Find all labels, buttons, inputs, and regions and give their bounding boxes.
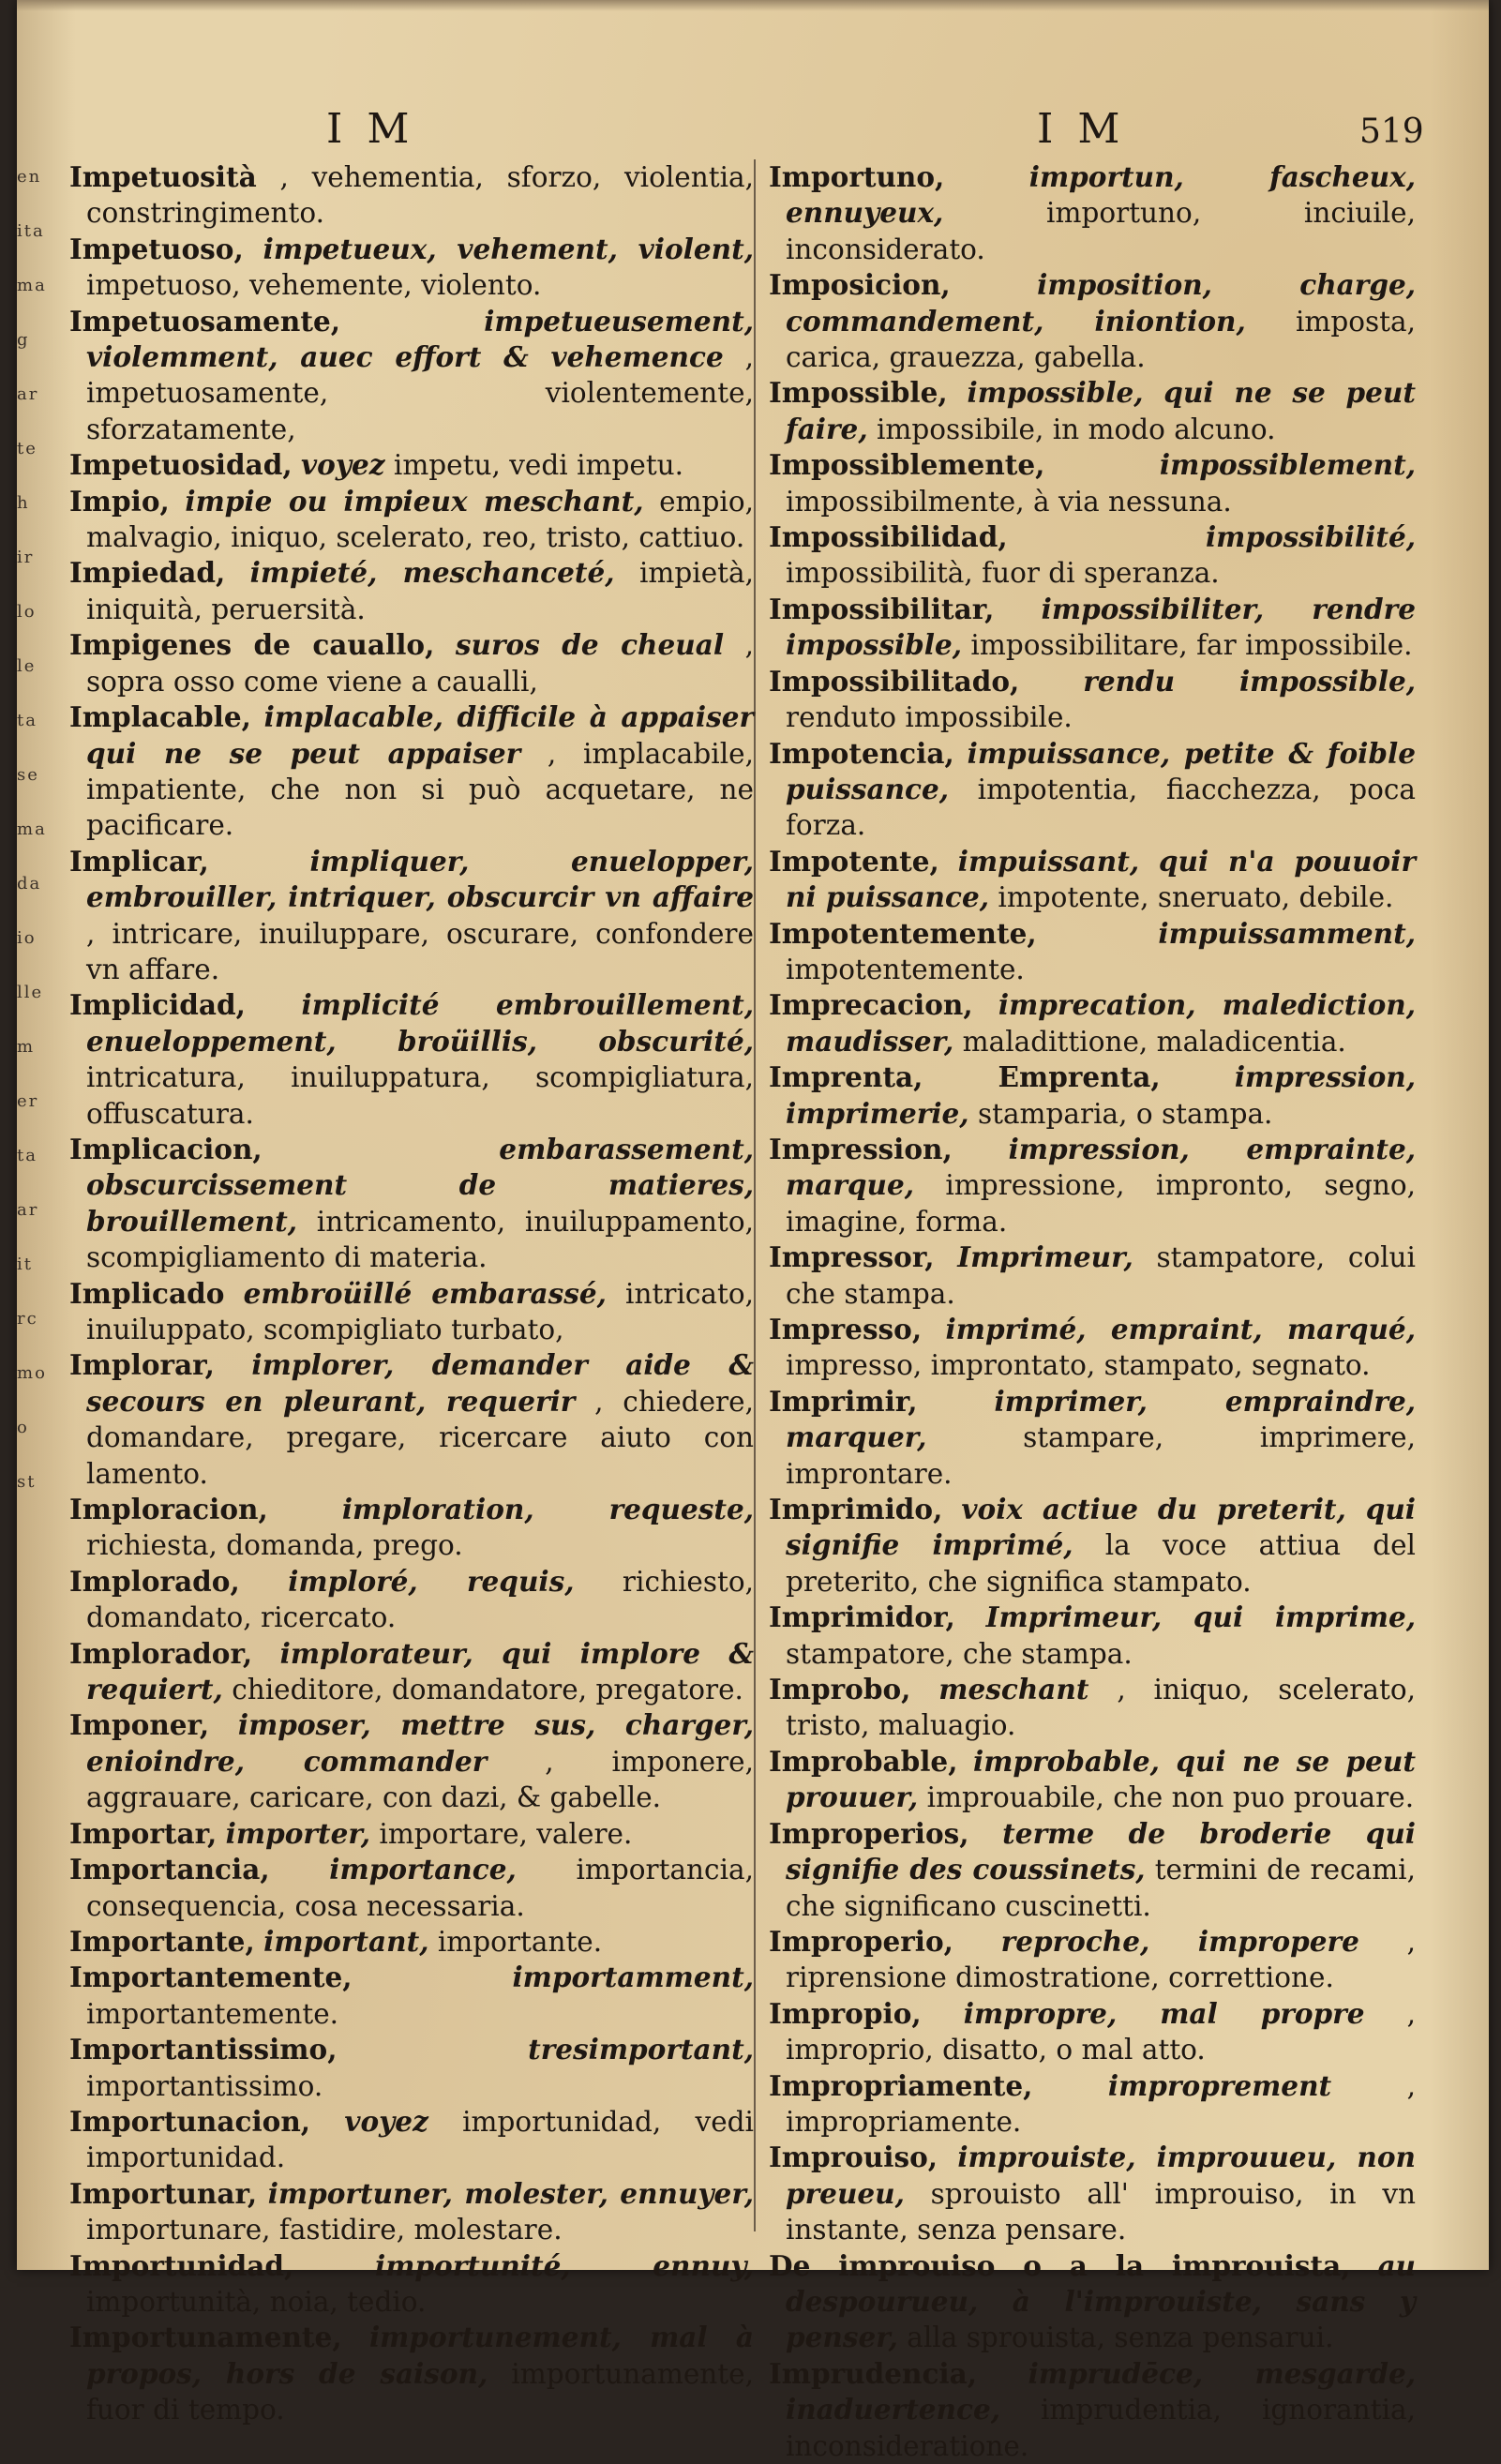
italian-gloss: importunità, noia, tedio. <box>86 2285 427 2318</box>
french-gloss: impuissamment, <box>1158 916 1416 950</box>
headword: Impossible, <box>769 376 948 410</box>
left-margin-fragments <box>17 150 49 2213</box>
headword: Improperio, <box>769 1924 953 1958</box>
margin-fragment: o <box>17 1418 29 1437</box>
headword: Improuiso, <box>769 2141 938 2174</box>
dictionary-entry <box>69 987 754 1132</box>
italian-gloss: , implacabile, impatiente, che non si può acquetare, ne pacificare. <box>86 737 754 842</box>
headword: Impiedad, <box>69 556 226 590</box>
dictionary-entry <box>69 844 754 988</box>
french-gloss: importuner, molester, ennuyer, <box>267 2176 754 2210</box>
french-gloss: impossible, qui ne se peut faire, <box>786 376 1416 445</box>
dictionary-entry <box>769 1384 1416 1492</box>
french-gloss: imposition, charge, commandement, iniontion, <box>786 268 1416 338</box>
french-gloss: impossiblement, <box>1159 448 1416 482</box>
headword: Impropriamente, <box>769 2068 1033 2102</box>
dictionary-entry <box>69 1924 754 1960</box>
italian-gloss: impossibilitare, far impossibile. <box>970 629 1413 662</box>
italian-gloss: , chiedere, domandare, pregare, ricercare aiuto con lamento. <box>86 1385 754 1490</box>
dictionary-entry <box>769 916 1416 988</box>
italian-gloss: , impropriamente. <box>786 2069 1416 2138</box>
french-gloss: improprement <box>1107 2068 1332 2102</box>
italian-gloss: intricamento, inuiluppamento, scompigliamento di materia. <box>86 1205 754 1274</box>
dictionary-entry <box>69 1132 754 1276</box>
margin-fragment: ta <box>17 711 38 730</box>
dictionary-entry <box>769 664 1416 736</box>
dictionary-entry <box>69 2032 754 2104</box>
dictionary-entry <box>69 1852 754 1924</box>
french-gloss: imprimer, empraindre, marquer, <box>786 1384 1416 1454</box>
dictionary-entry <box>69 1707 754 1815</box>
italian-gloss: maladittione, maladicentia. <box>962 1025 1346 1058</box>
italian-gloss: imprudentia, ignorantia, inconsideratione. <box>786 2394 1416 2462</box>
french-gloss: rendu impossible, <box>1083 664 1416 698</box>
dictionary-page <box>17 0 1489 2462</box>
margin-fragment: lo <box>17 602 37 622</box>
dictionary-entry <box>769 2248 1416 2356</box>
dictionary-entry <box>769 159 1416 267</box>
headword: Imprecacion, <box>769 988 973 1022</box>
headword: De improuiso o a la improuista, <box>769 2248 1351 2282</box>
french-gloss: reproche, impropere <box>1000 1924 1359 1958</box>
italian-gloss: , riprensione dimostratione, correttione. <box>786 1925 1416 1994</box>
headword: Impossibilidad, <box>769 520 1008 554</box>
italian-gloss: stampare, imprimere, improntare. <box>786 1421 1416 1490</box>
french-gloss: implicité embrouillement, enueloppement, broüillis, obscurité, <box>86 988 754 1058</box>
french-gloss: implacable, difficile à appaiser qui ne se peut appaiser <box>86 700 754 770</box>
headword: Importantemente, <box>69 1961 353 1994</box>
italian-gloss: stampatore, che stampa. <box>786 1637 1133 1670</box>
margin-fragment: st <box>17 1472 37 1492</box>
italian-gloss: impotentemente. <box>786 953 1025 985</box>
dictionary-entry <box>769 1672 1416 1744</box>
french-gloss: impuissance, petite & foible puissance, <box>786 736 1416 805</box>
italian-gloss: , sopra osso come viene a caualli, <box>86 629 754 698</box>
headword: Impossibilitado, <box>769 664 1020 698</box>
headword: Improbo, <box>769 1673 911 1706</box>
dictionary-entry <box>69 2320 754 2427</box>
margin-fragment: ma <box>17 819 47 839</box>
headword: Implorador, <box>69 1636 253 1670</box>
dictionary-entry <box>769 1816 1416 1924</box>
headword: Importunidad, <box>69 2248 294 2282</box>
french-gloss: imprimé, empraint, marqué, <box>945 1313 1416 1345</box>
dictionary-entry <box>69 2176 754 2248</box>
french-gloss: impetueusement, violemment, auec effort & vehemence <box>86 304 754 374</box>
margin-fragment: ar <box>17 1200 39 1220</box>
headword: Implicado <box>69 1276 225 1310</box>
headword: Impressor, <box>769 1240 935 1274</box>
dictionary-entry <box>69 1960 754 2032</box>
headword: Imprenta, Emprenta, <box>769 1060 1161 1094</box>
dictionary-entry <box>769 1059 1416 1132</box>
italian-gloss: improuabile, che non puo prouare. <box>926 1781 1415 1814</box>
margin-fragment: ar <box>17 384 39 404</box>
italian-gloss: importuno, inciuile, inconsiderato. <box>786 197 1416 265</box>
headword: Impotencia, <box>769 736 954 770</box>
french-gloss: impropre, mal propre <box>963 1996 1365 2030</box>
dictionary-entry <box>69 159 754 232</box>
italian-gloss: alla sprouista, senza pensarui. <box>907 2321 1334 2354</box>
french-gloss: voyez <box>344 2104 428 2138</box>
italian-gloss: impotentia, fiacchezza, poca forza. <box>786 773 1416 842</box>
headword: Impio, <box>69 484 170 518</box>
dictionary-entry <box>769 1744 1416 1816</box>
dictionary-entry <box>769 1240 1416 1312</box>
dictionary-entry <box>69 1276 754 1348</box>
margin-fragment: en <box>17 167 42 187</box>
french-gloss: importer, <box>225 1816 370 1850</box>
italian-gloss: renduto impossibile. <box>786 701 1073 734</box>
page-number: 519 <box>1359 113 1424 151</box>
italian-gloss: importancia, consequencia, cosa necessaria. <box>86 1854 754 1922</box>
italian-gloss: , intricare, inuiluppare, oscurare, confondere vn affare. <box>86 917 754 985</box>
dictionary-entry <box>69 304 754 448</box>
french-gloss: impression, emprainte, marque, <box>786 1132 1416 1202</box>
italian-gloss: stampatore, colui che stampa. <box>786 1241 1416 1310</box>
french-gloss: voix actiue du preterit, qui signifie imprimé, <box>786 1493 1416 1562</box>
headword: Importante, <box>69 1924 255 1958</box>
french-gloss: importunement, mal à propos, hors de saison, <box>86 2321 754 2390</box>
dictionary-entry <box>769 592 1416 664</box>
italian-gloss: chieditore, domandatore, pregatore. <box>232 1674 743 1706</box>
italian-gloss: sprouisto all' improuiso, in vn instante, senza pensare. <box>786 2177 1416 2246</box>
right-column <box>769 159 1416 2462</box>
dictionary-entry <box>769 1924 1416 1996</box>
headword: Imprimidor, <box>769 1600 955 1634</box>
dictionary-entry <box>69 484 754 556</box>
italian-gloss: impossibilmente, à via nessuna. <box>786 485 1232 518</box>
headword: Implacable, <box>69 700 251 734</box>
margin-fragment: g <box>17 330 30 350</box>
headword: Importunamente, <box>69 2321 342 2354</box>
headword: Imprimir, <box>769 1384 918 1418</box>
headword: Implorar, <box>69 1348 215 1382</box>
margin-fragment: h <box>17 493 30 513</box>
column-rule <box>754 159 756 2231</box>
headword: Improbable, <box>769 1744 958 1778</box>
dictionary-entry <box>769 844 1416 916</box>
french-gloss: voyez <box>301 448 385 482</box>
italian-gloss: , vehementia, sforzo, violentia, constringimento. <box>86 161 754 230</box>
dictionary-entry <box>769 447 1416 519</box>
headword: Impotente, <box>769 844 939 878</box>
italian-gloss: intricato, inuiluppato, scompigliato turbato, <box>86 1277 754 1345</box>
margin-fragment: ma <box>17 276 47 295</box>
italian-gloss: , improprio, disatto, o mal atto. <box>786 1997 1416 2066</box>
french-gloss: improuiste, improuueu, non preueu, <box>786 2141 1416 2210</box>
headword: Importantissimo, <box>69 2033 338 2066</box>
italian-gloss: richiesto, domandato, ricercato. <box>86 1565 754 1634</box>
dictionary-entry <box>769 375 1416 447</box>
margin-fragment: ta <box>17 1146 38 1165</box>
french-gloss: Imprimeur, <box>957 1240 1133 1274</box>
margin-fragment: mo <box>17 1363 47 1383</box>
italian-gloss: importante. <box>437 1925 603 1958</box>
dictionary-entry <box>769 1132 1416 1240</box>
french-gloss: suros de cheual <box>455 628 725 662</box>
dictionary-entry <box>769 1600 1416 1672</box>
margin-fragment: it <box>17 1255 33 1274</box>
italian-gloss: impetu, vedi impetu. <box>393 449 684 482</box>
margin-fragment: rc <box>17 1309 38 1329</box>
french-gloss: imploré, requis, <box>288 1564 575 1598</box>
dictionary-entry <box>769 987 1416 1059</box>
french-gloss: impression, imprimerie, <box>786 1060 1416 1130</box>
headword: Importuno, <box>769 160 945 193</box>
french-gloss: important, <box>263 1924 429 1958</box>
headword: Imploracion, <box>69 1493 268 1526</box>
headword: Implicidad, <box>69 988 246 1022</box>
margin-fragment: io <box>17 928 37 948</box>
headword: Impetuosidad, <box>69 448 293 482</box>
headword: Imposicion, <box>769 268 951 302</box>
left-column <box>69 159 754 2426</box>
headword: Importar, <box>69 1816 218 1850</box>
french-gloss: imprecation, malediction, maudisser, <box>786 988 1416 1058</box>
italian-gloss: impietà, iniquità, peruersità. <box>86 557 754 625</box>
french-gloss: imprudēce, mesgarde, inaduertence, <box>786 2356 1416 2426</box>
italian-gloss: impossibile, in modo alcuno. <box>876 413 1276 445</box>
dictionary-entry <box>769 1312 1416 1384</box>
italian-gloss: importunidad, vedi importunidad. <box>86 2105 754 2174</box>
french-gloss: implorateur, qui implore & requiert, <box>86 1636 754 1706</box>
dictionary-entry <box>69 447 754 483</box>
headword: Implicacion, <box>69 1132 263 1165</box>
dictionary-entry <box>69 627 754 699</box>
italian-gloss: , imponere, aggrauare, caricare, con dazi, & gabelle. <box>86 1745 754 1814</box>
french-gloss: improbable, qui ne se peut prouuer, <box>786 1744 1416 1814</box>
headword: Impossiblemente, <box>769 448 1045 482</box>
french-gloss: meschant <box>938 1673 1089 1706</box>
headword: Impropio, <box>769 1996 922 2030</box>
dictionary-entry <box>69 1816 754 1852</box>
dictionary-entry <box>69 555 754 627</box>
french-gloss: importance, <box>329 1853 517 1886</box>
italian-gloss: la voce attiua del preterito, che significa stampato. <box>786 1529 1416 1598</box>
dictionary-entry <box>769 519 1416 592</box>
italian-gloss: importare, valere. <box>379 1817 633 1850</box>
dictionary-entry <box>769 1492 1416 1600</box>
headword: Impetuoso, <box>69 232 244 265</box>
headword: Imprimido, <box>769 1493 943 1526</box>
italian-gloss: intricatura, inuiluppatura, scompigliatura, offuscatura. <box>86 1061 754 1130</box>
french-gloss: imposer, mettre sus, charger, enioindre, commander <box>86 1708 754 1778</box>
headword: Impresso, <box>769 1313 923 1345</box>
italian-gloss: , impetuosamente, violentemente, sforzatamente, <box>86 341 754 445</box>
italian-gloss: imposta, carica, grauezza, gabella. <box>786 305 1416 374</box>
french-gloss: impossibilité, <box>1205 520 1416 554</box>
italian-gloss: , iniquo, scelerato, tristo, maluagio. <box>786 1674 1416 1742</box>
french-gloss: impliquer, enuelopper, embrouiller, intriquer, obscurcir vn affaire <box>86 844 754 914</box>
margin-fragment: se <box>17 765 39 785</box>
headword: Importunar, <box>69 2176 258 2210</box>
margin-fragment: er <box>17 1091 39 1111</box>
italian-gloss: importunamente, fuor di tempo. <box>86 2357 754 2426</box>
headword: Importancia, <box>69 1853 270 1886</box>
margin-fragment: m <box>17 1037 36 1057</box>
dictionary-entry <box>69 232 754 304</box>
headword: Implorado, <box>69 1564 240 1598</box>
french-gloss: importamment, <box>512 1961 754 1994</box>
dictionary-entry <box>69 2104 754 2176</box>
headword: Impression, <box>769 1132 953 1165</box>
dictionary-entry <box>69 1492 754 1564</box>
dictionary-entry <box>69 2248 754 2321</box>
dictionary-entry <box>69 1636 754 1708</box>
page-top-edge <box>17 0 1489 11</box>
italian-gloss: importantemente. <box>86 1997 339 2030</box>
dictionary-entry <box>769 2356 1416 2464</box>
french-gloss: implorer, demander aide & secours en pleurant, requerir <box>86 1348 754 1418</box>
italian-gloss: impossibilità, fuor di speranza. <box>786 557 1220 590</box>
headword: Impossibilitar, <box>769 592 995 625</box>
headword: Importunacion, <box>69 2104 311 2138</box>
italian-gloss: termini de recami, che significano cuscinetti. <box>786 1854 1416 1922</box>
french-gloss: importun, fascheux, ennuyeux, <box>786 160 1416 230</box>
dictionary-entry <box>769 736 1416 844</box>
italian-gloss: stamparia, o stampa. <box>977 1097 1273 1130</box>
headword: Impigenes de cauallo, <box>69 628 435 662</box>
french-gloss: impuissant, qui n'a pouuoir ni puissance, <box>786 844 1416 914</box>
margin-fragment: ita <box>17 221 45 241</box>
italian-gloss: importunare, fastidire, molestare. <box>86 2214 563 2246</box>
italian-gloss: impressione, improntо, segno, imagine, forma. <box>786 1169 1416 1238</box>
headword: Implicar, <box>69 844 209 878</box>
margin-fragment: ir <box>17 548 35 567</box>
french-gloss: impetueux, vehement, violent, <box>263 232 754 265</box>
italian-gloss: impotente, sneruato, debile. <box>998 881 1394 914</box>
dictionary-entry <box>769 2068 1416 2141</box>
french-gloss: importunité, ennuy, <box>374 2248 754 2282</box>
margin-fragment: lle <box>17 983 44 1002</box>
running-head-right: I M <box>1037 105 1126 153</box>
french-gloss: Imprimeur, qui imprime, <box>985 1600 1416 1634</box>
headword: Impetuosamente, <box>69 304 340 338</box>
margin-fragment: da <box>17 874 42 894</box>
dictionary-entry <box>769 267 1416 375</box>
french-gloss: tresimportant, <box>528 2033 754 2066</box>
headword: Imprudencia, <box>769 2356 978 2390</box>
headword: Impetuosità <box>69 160 257 193</box>
italian-gloss: impetuoso, vehemente, violento. <box>86 269 542 302</box>
french-gloss: impieté, meschanceté, <box>249 556 615 590</box>
italian-gloss: richiesta, domanda, prego. <box>86 1529 463 1562</box>
french-gloss: terme de broderie qui signifie des coussinets, <box>786 1816 1416 1886</box>
french-gloss: impossibiliter, rendre impossible, <box>786 592 1416 662</box>
french-gloss: au despourueu, à l'improuiste, sans y penser, <box>786 2248 1416 2354</box>
margin-fragment: te <box>17 439 38 458</box>
italian-gloss: impresso, improntato, stampato, segnato. <box>786 1349 1371 1382</box>
dictionary-entry <box>69 699 754 844</box>
dictionary-entry <box>769 1996 1416 2068</box>
dictionary-entry <box>769 2140 1416 2247</box>
french-gloss: embarassement, obscurcissement de matieres, brouillement, <box>86 1132 754 1238</box>
margin-fragment: le <box>17 656 37 676</box>
running-head-left: I M <box>326 105 415 153</box>
dictionary-entry <box>69 1347 754 1492</box>
headword: Impotentemente, <box>769 916 1037 950</box>
headword: Improperios, <box>769 1816 969 1850</box>
french-gloss: impie ou impieux meschant, <box>185 484 644 518</box>
french-gloss: imploration, requeste, <box>341 1493 754 1526</box>
dictionary-entry <box>69 1564 754 1636</box>
headword: Imponer, <box>69 1708 210 1742</box>
french-gloss: embroüillé embarassé, <box>243 1276 607 1310</box>
italian-gloss: importantissimo. <box>86 2069 323 2102</box>
italian-gloss: empio, malvagio, iniquo, scelerato, reo, tristo, cattiuo. <box>86 485 754 554</box>
